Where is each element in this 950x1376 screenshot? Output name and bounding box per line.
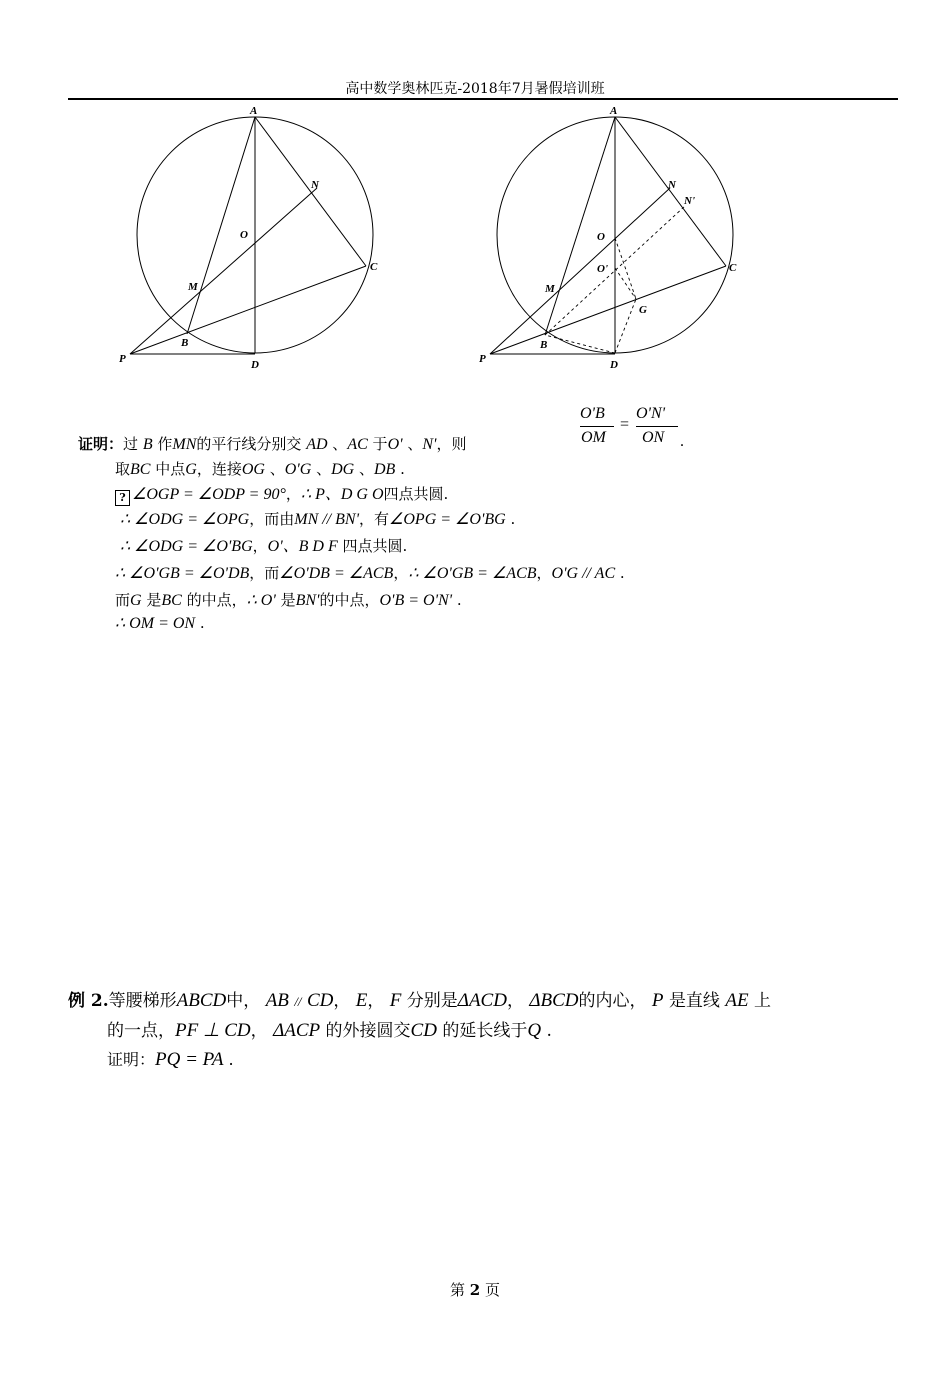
label-O: O xyxy=(240,229,248,241)
frac-period: . xyxy=(680,433,684,450)
proof-line-8: ∴ OM = ON . xyxy=(115,614,205,632)
label-D: D xyxy=(251,359,259,371)
segment-PC xyxy=(130,266,366,354)
label-P: P xyxy=(479,353,486,365)
geometry-figure-left xyxy=(110,100,410,380)
label-A: A xyxy=(610,105,618,117)
segment-DG-dashed xyxy=(615,299,636,353)
frac-den-left: OM xyxy=(581,429,606,446)
label-B: B xyxy=(540,339,548,351)
segment-AC xyxy=(255,117,366,266)
example2-line-2: 的一点，PF ⊥ CD， ΔACP 的外接圆交CD 的延长线于Q . xyxy=(107,1020,552,1041)
label-M: M xyxy=(545,283,555,295)
label-N-prime: N' xyxy=(684,195,695,207)
label-P: P xyxy=(119,353,126,365)
proof-line-6: ∴ ∠O'GB = ∠O'DB，而∠O'DB = ∠ACB，∴ ∠O'GB = ∠ACB，O'G // AC . xyxy=(115,564,625,582)
label-C: C xyxy=(729,262,737,274)
proof-label: 证明： xyxy=(78,435,124,453)
label-B: B xyxy=(181,337,189,349)
frac-num-right: O'N' xyxy=(636,405,666,422)
proof-line-5: ∴ ∠ODG = ∠O'BG，O'、B D F 四点共圆. xyxy=(120,537,408,555)
label-G: G xyxy=(639,304,647,316)
missing-glyph-box: ? xyxy=(115,490,130,506)
segment-AC xyxy=(615,117,726,266)
proof-line-7: 而G 是BC 的中点，∴ O' 是BN'的中点，O'B = O'N' . xyxy=(115,591,462,609)
segment-AB xyxy=(187,117,255,334)
proof-line-2: 取BC 中点G，连接OG 、O'G 、DG 、DB . xyxy=(115,460,405,478)
geometry-figure-right xyxy=(470,100,770,380)
label-O: O xyxy=(597,231,605,243)
proof-line-1: 证明：过 B 作MN的平行线分别交 AD 、AC 于O' 、N'，则 xyxy=(78,435,467,453)
example2-label: 例 2. xyxy=(68,991,109,1011)
segment-PN xyxy=(490,188,670,354)
label-C: C xyxy=(370,261,378,273)
example2-line-3: 证明：PQ = PA . xyxy=(107,1049,234,1070)
page-number: 2 xyxy=(469,1281,481,1299)
label-M: M xyxy=(188,281,198,293)
frac-bar-left xyxy=(580,426,614,427)
segment-OG-dashed xyxy=(615,238,636,299)
proof-line-3: ? ∠OGP = ∠ODP = 90°，∴ P、D G O四点共圆. xyxy=(115,483,448,506)
label-O-prime: O' xyxy=(597,263,608,275)
segment-AB xyxy=(545,117,615,335)
segment-PN xyxy=(130,188,317,354)
segment-O-prime-G-dashed xyxy=(615,268,636,299)
proof-line-4: ∴ ∠ODG = ∠OPG，而由MN // BN'，有∠OPG = ∠O'BG . xyxy=(120,510,516,528)
page-header-title: 高中数学奥林匹克-2018年7月暑假培训班 xyxy=(345,81,605,97)
segment-DB-dashed xyxy=(545,335,615,353)
frac-eq: = xyxy=(620,416,630,433)
frac-num-left: O'B xyxy=(580,405,605,422)
label-N: N xyxy=(668,179,676,191)
page-footer: 第 2 页 xyxy=(449,1281,501,1299)
segment-PC xyxy=(490,266,726,354)
label-A: A xyxy=(250,105,258,117)
frac-den-right: ON xyxy=(642,429,665,446)
frac-bar-right xyxy=(636,426,678,427)
example2-line-1: 例 2.等腰梯形ABCD中， AB // CD， E， F 分别是ΔACD， ΔBCD的内心， P 是直线 AE 上 xyxy=(68,990,771,1011)
label-D: D xyxy=(610,359,618,371)
label-N: N xyxy=(311,179,319,191)
